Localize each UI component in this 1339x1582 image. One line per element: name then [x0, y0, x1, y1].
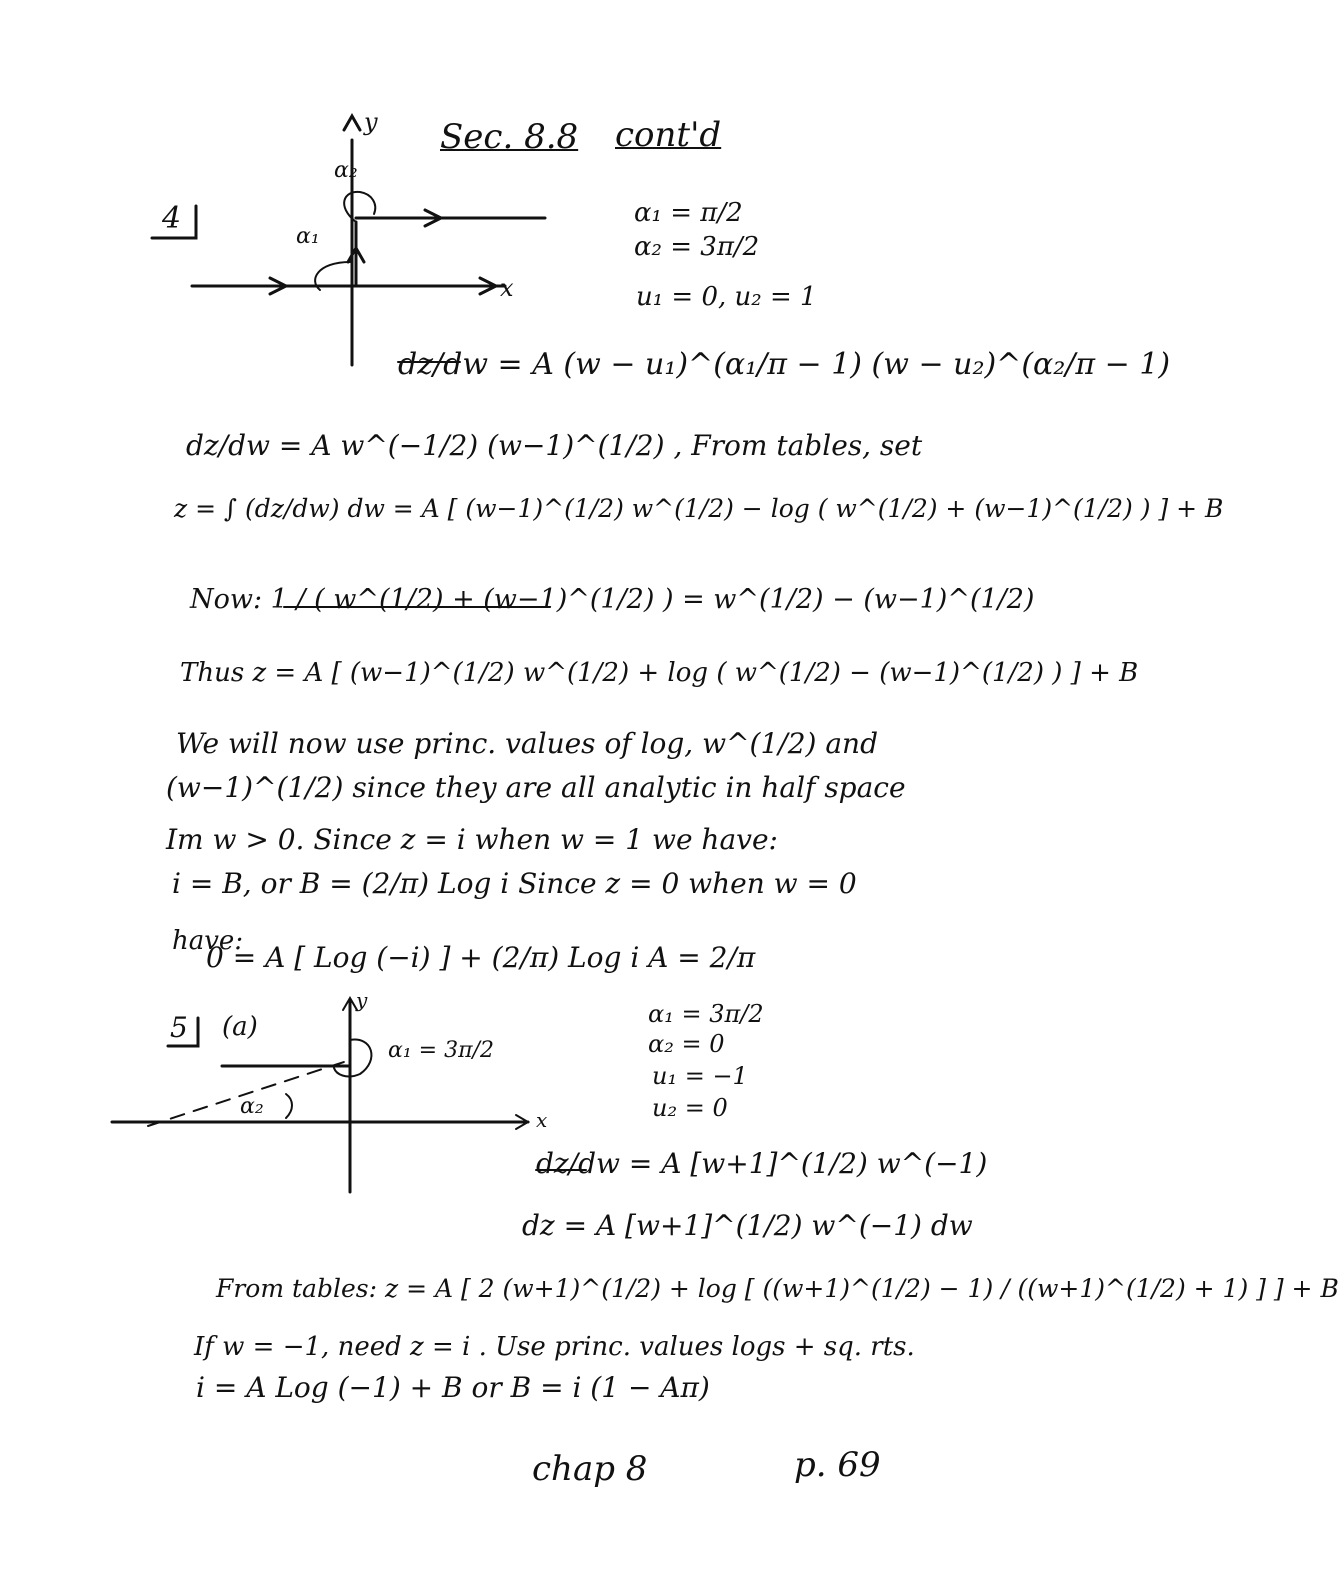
angle-arc-a1-5	[334, 1040, 371, 1077]
param-alpha1: α₁ = π/2	[634, 198, 743, 228]
p4-line-9: have:	[172, 926, 244, 956]
x-axis-label: x	[500, 274, 514, 302]
problem-5-number: 5	[170, 1011, 188, 1044]
p4-line-4: Thus z = A [ (w−1)^(1/2) w^(1/2) + log ( w^(1/2) − (w−1)^(1/2) ) ] + B	[180, 658, 1139, 688]
p4-line-5: We will now use princ. values of log, w^(1/2) and	[176, 727, 878, 760]
contd-heading: cont'd	[615, 115, 722, 155]
p4-line-6: (w−1)^(1/2) since they are all analytic in half space	[166, 771, 906, 804]
p4-line-7: Im w > 0. Since z = i when w = 1 we have:	[166, 823, 778, 856]
param5-alpha2: α₂ = 0	[648, 1030, 725, 1058]
section-heading: Sec. 8.8	[440, 117, 579, 157]
p5-line-5: i = A Log (−1) + B or B = i (1 − Aπ)	[196, 1371, 710, 1404]
p5-line-3: From tables: z = A [ 2 (w+1)^(1/2) + log [ ((w+1)^(1/2) − 1) / ((w+1)^(1/2) + 1) ] ] + B	[216, 1274, 1339, 1303]
y-axis-label: y	[364, 108, 378, 136]
alpha2-label-5: α₂	[240, 1094, 264, 1119]
p4-line-8: i = B, or B = (2/π) Log i Since z = 0 when w = 0	[172, 867, 857, 900]
alpha2-label: α₂	[334, 158, 358, 183]
p5-line-1: dz/dw = A [w+1]^(1/2) w^(−1)	[536, 1147, 988, 1180]
param-alpha2: α₂ = 3π/2	[634, 232, 760, 262]
x-axis-label-5: x	[536, 1108, 548, 1132]
param5-u1: u₁ = −1	[652, 1062, 748, 1090]
angle-arc-a2-5	[286, 1094, 292, 1118]
footer-page: p. 69	[794, 1445, 881, 1485]
y-axis-arrow	[344, 116, 360, 130]
alpha1-label: α₁	[296, 224, 320, 249]
alpha1-label-5: α₁ = 3π/2	[388, 1038, 494, 1063]
param5-alpha1: α₁ = 3π/2	[648, 1000, 764, 1028]
problem-5-part: (a)	[222, 1012, 258, 1042]
general-formula: dz/dw = A (w − u₁)^(α₁/π − 1) (w − u₂)^(α₂/π − 1)	[398, 347, 1171, 382]
p4-line-2: z = ∫ (dz/dw) dw = A [ (w−1)^(1/2) w^(1/2) − log ( w^(1/2) + (w−1)^(1/2) ) ] + B	[174, 494, 1224, 523]
problem-4-number: 4	[162, 201, 182, 236]
p4-line-1: dz/dw = A w^(−1/2) (w−1)^(1/2) , From tables, set	[186, 429, 923, 462]
param-u1-u2: u₁ = 0, u₂ = 1	[636, 282, 817, 312]
footer-chapter: chap 8	[532, 1449, 648, 1489]
p5-line-4: If w = −1, need z = i . Use princ. values logs + sq. rts.	[194, 1332, 915, 1362]
p5-line-2: dz = A [w+1]^(1/2) w^(−1) dw	[522, 1209, 973, 1242]
p4-line-10: 0 = A [ Log (−i) ] + (2/π) Log i A = 2/π	[206, 941, 756, 974]
p4-line-3: Now: 1 / ( w^(1/2) + (w−1)^(1/2) ) = w^(1/2) − (w−1)^(1/2)	[190, 584, 1035, 615]
param5-u2: u₂ = 0	[652, 1094, 728, 1122]
y-axis-label-5: y	[356, 988, 368, 1012]
